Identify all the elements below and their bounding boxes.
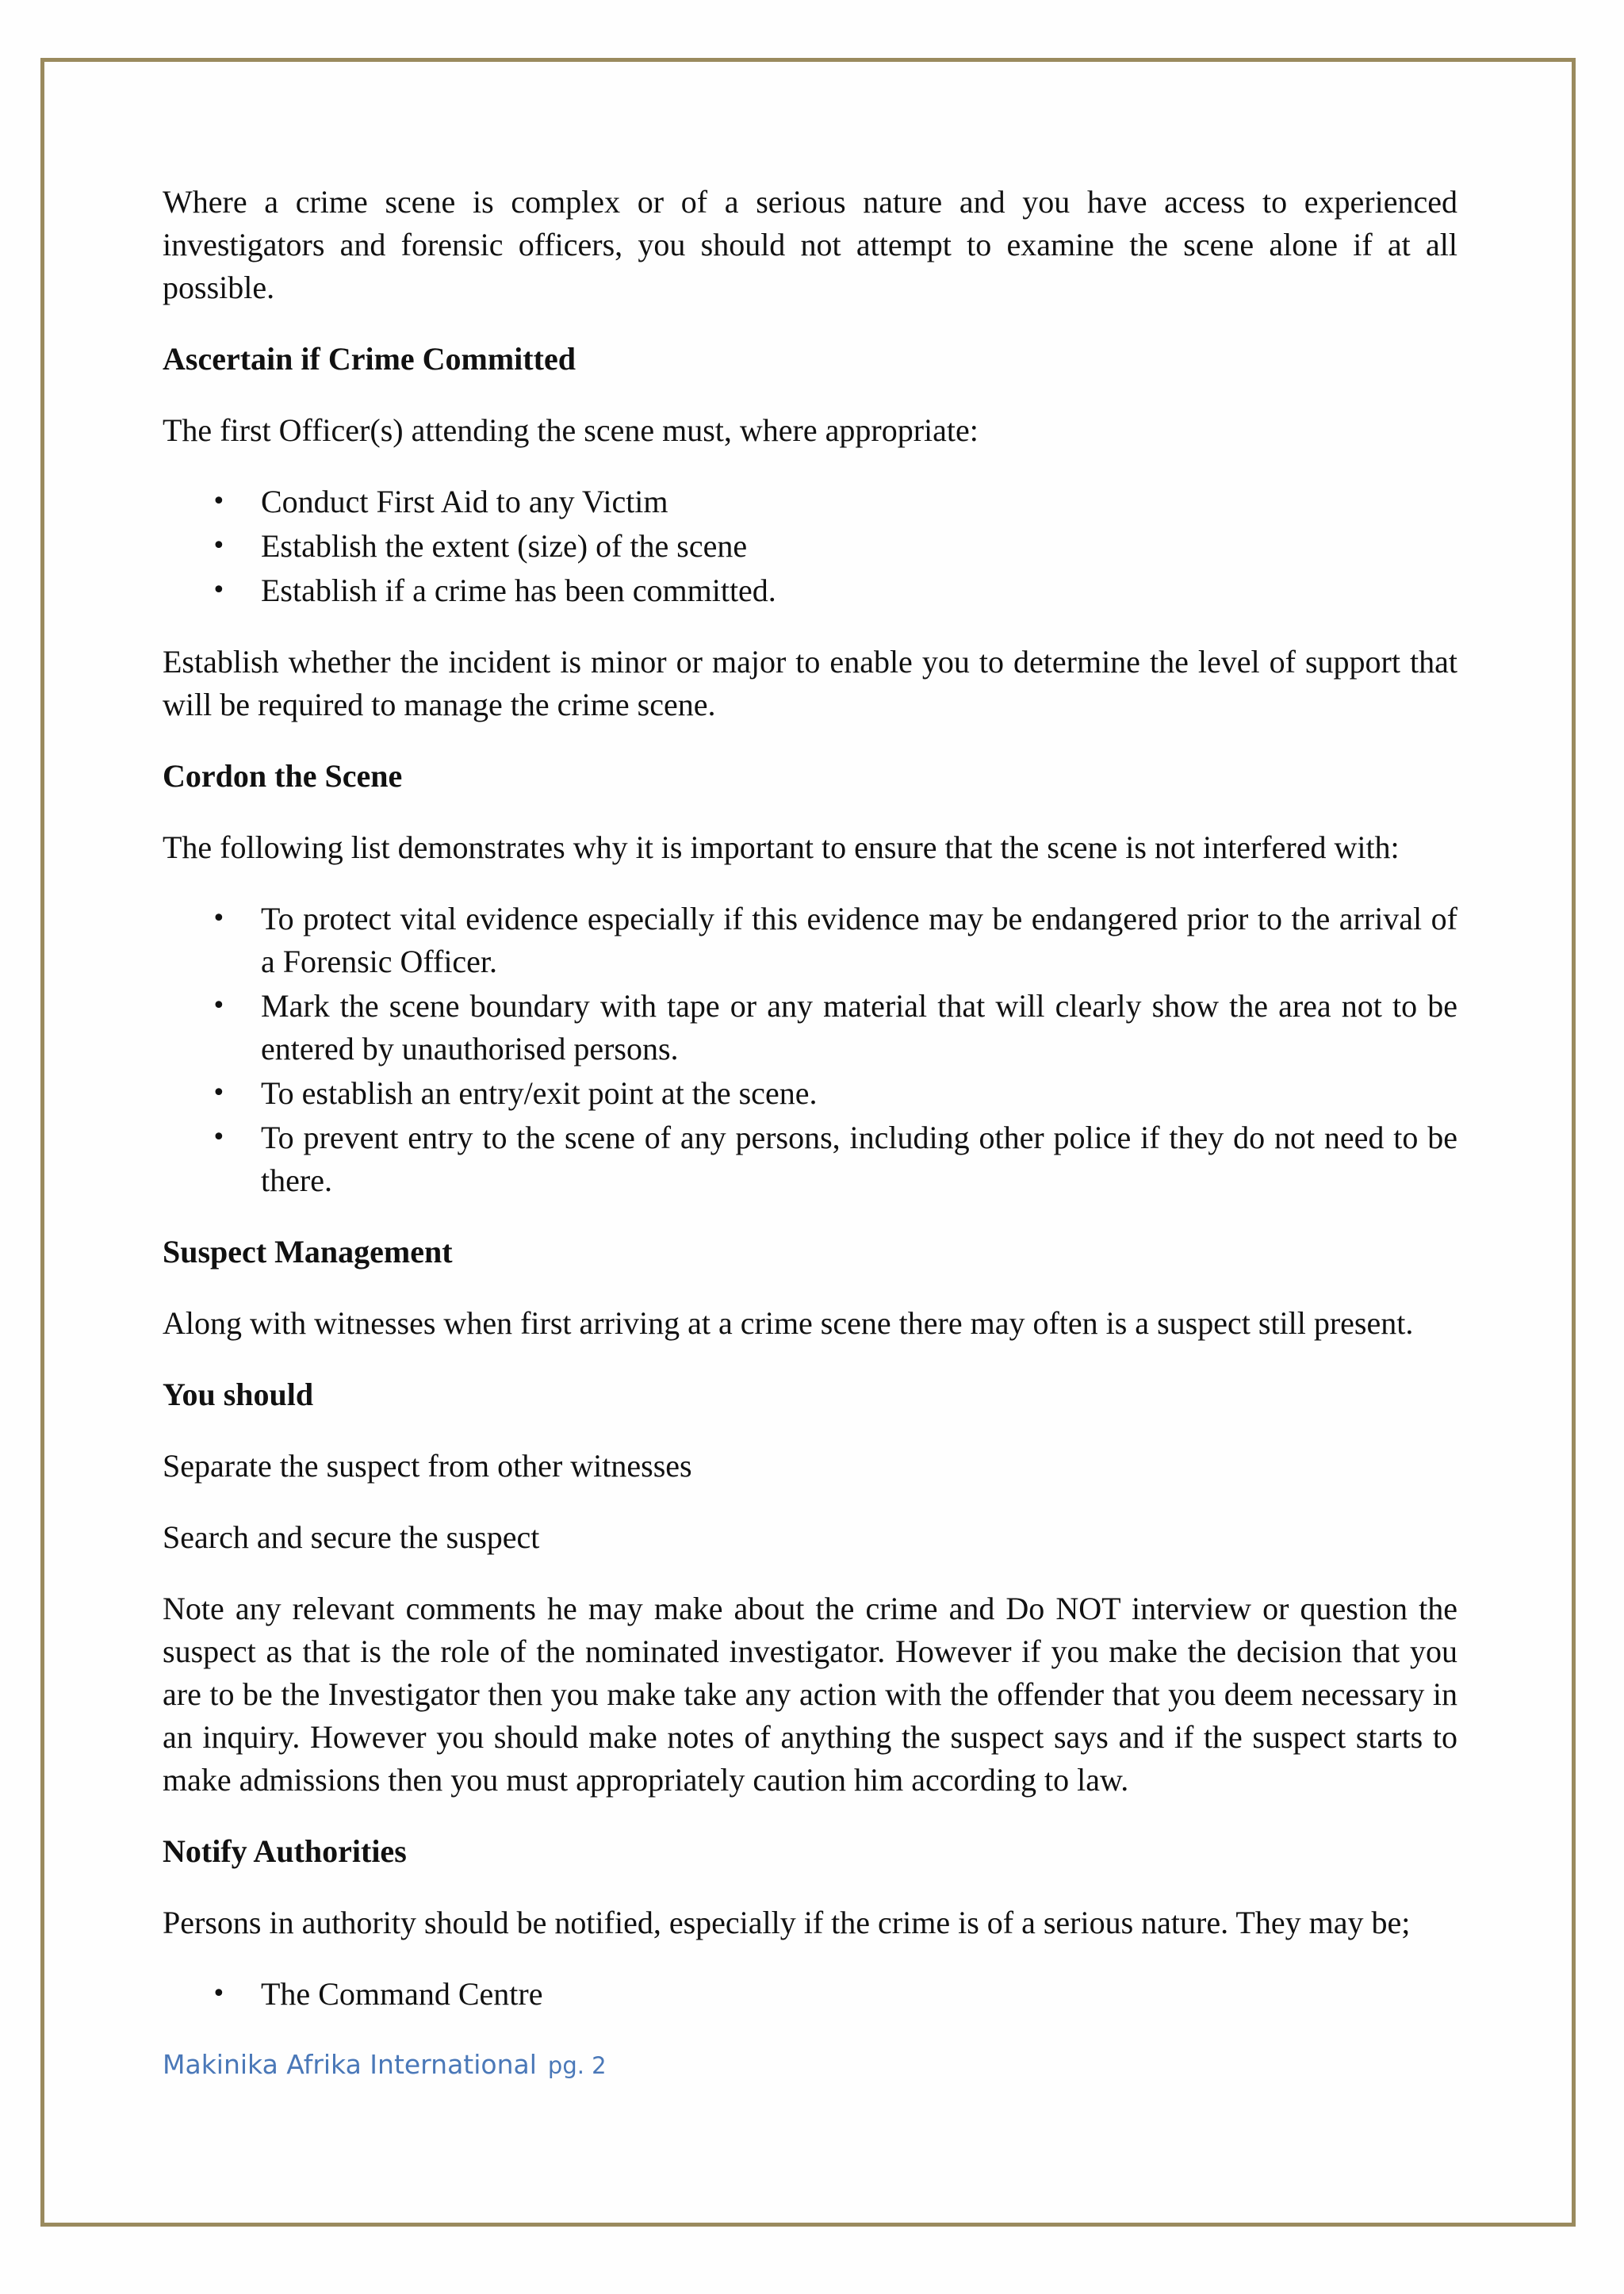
heading-suspect: Suspect Management — [163, 1234, 453, 1270]
bullet-icon: • — [212, 1079, 226, 1107]
bullet-icon: • — [212, 1980, 226, 2008]
list-item: • To protect vital evidence especially if this evidence may be endangered prior to the arrival of a Forensic Officer. — [163, 898, 1457, 983]
ascertain-lead: The first Officer(s) attending the scene must, where appropriate: — [163, 412, 979, 448]
bullet-icon: • — [212, 905, 226, 933]
list-item: • To establish an entry/exit point at the scene. — [163, 1072, 1457, 1115]
heading-you-should: You should — [163, 1377, 314, 1412]
cordon-lead: The following list demonstrates why it is important to ensure that the scene is not interfered with: — [163, 829, 1400, 865]
list-item: • To prevent entry to the scene of any persons, including other police if they do not need to be there. — [163, 1116, 1457, 1202]
list-item: • The Command Centre — [163, 1973, 1457, 2016]
suspect-text: Along with witnesses when first arriving at a crime scene there may often is a suspect still present. — [163, 1305, 1414, 1341]
ascertain-after: Establish whether the incident is minor or major to enable you to determine the level of support that will be required to manage the crime scene. — [163, 644, 1457, 722]
document-body — [163, 181, 1457, 2044]
list-item: • Establish the extent (size) of the scene — [163, 525, 1457, 568]
cordon-list — [163, 898, 1457, 1202]
you-should-line: Separate the suspect from other witnesses — [163, 1448, 692, 1484]
ascertain-list — [163, 481, 1457, 612]
bullet-icon: • — [212, 532, 226, 560]
notify-list — [163, 1973, 1457, 2016]
bullet-icon: • — [212, 1124, 226, 1151]
heading-cordon: Cordon the Scene — [163, 758, 403, 794]
heading-notify: Notify Authorities — [163, 1833, 407, 1869]
bullet-icon: • — [212, 992, 226, 1020]
list-item: • Mark the scene boundary with tape or any material that will clearly show the area not to be entered by unauthorised persons. — [163, 985, 1457, 1070]
list-item: • Conduct First Aid to any Victim — [163, 481, 1457, 523]
notify-lead: Persons in authority should be notified, especially if the crime is of a serious nature. They may be; — [163, 1905, 1411, 1940]
footer-org: Makinika Afrika International — [163, 2049, 537, 2080]
intro-paragraph: Where a crime scene is complex or of a serious nature and you have access to experienced investigators and forensic officers, you should not attempt to examine the scene alone if at all possible. — [163, 184, 1457, 305]
list-item: • Establish if a crime has been committed. — [163, 569, 1457, 612]
you-should-line: Search and secure the suspect — [163, 1519, 540, 1555]
page-number: pg. 2 — [547, 2052, 607, 2079]
bullet-icon: • — [212, 488, 226, 515]
you-should-line: Note any relevant comments he may make about the crime and Do NOT interview or question the suspect as that is the role of the nominated investigator. However if you make the decision that you are to be the Investigator then you make take any action with the offender that you deem necessary in an inquiry. However you should make notes of anything the suspect says and if the suspect starts to make admissions then you must appropriately caution him according to law. — [163, 1591, 1457, 1798]
bullet-icon: • — [212, 576, 226, 604]
heading-ascertain: Ascertain if Crime Committed — [163, 341, 576, 377]
page-footer — [163, 2049, 607, 2080]
